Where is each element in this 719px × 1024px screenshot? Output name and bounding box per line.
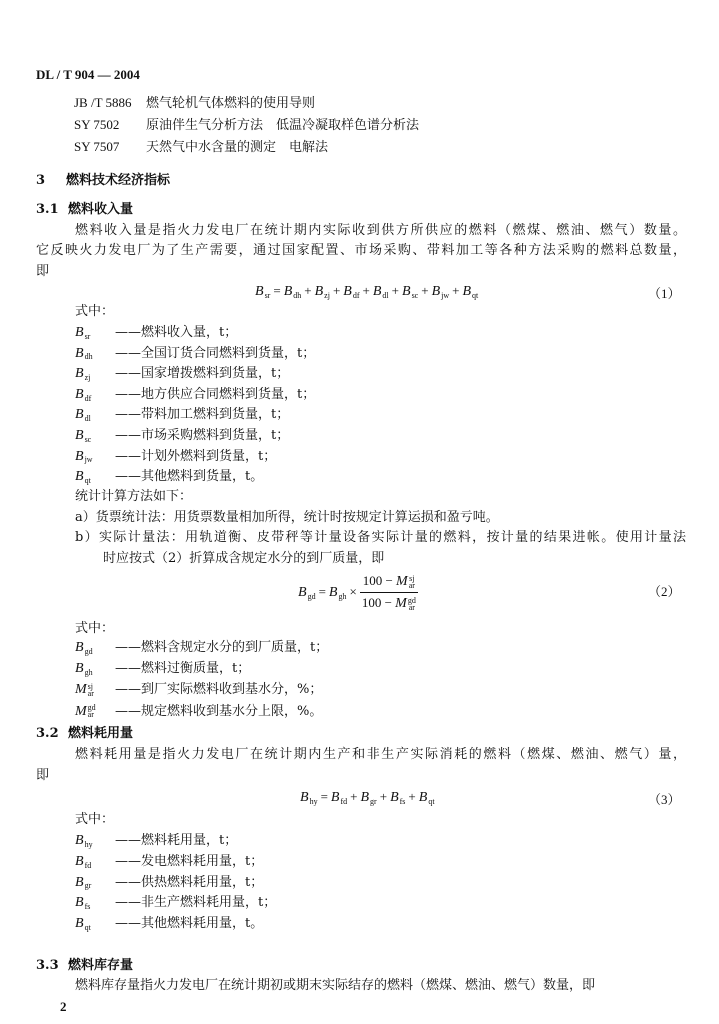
definition-item <box>75 449 276 465</box>
definition-item <box>75 346 315 362</box>
subscript: dh <box>84 352 93 362</box>
method-intro: 统计计算方法如下： <box>75 489 193 504</box>
formula-1 <box>255 283 478 300</box>
symbol-scripts <box>293 285 301 299</box>
math-symbol: B gd <box>298 585 316 601</box>
equals-sign: = <box>318 584 326 599</box>
math-symbol: B fs <box>75 895 91 912</box>
math-symbol: B zj <box>75 366 91 382</box>
symbol-scripts <box>85 875 92 889</box>
definition-item <box>75 640 328 656</box>
reference-title: 天然气中水含量的测定 电解法 <box>146 140 329 155</box>
equation-number: （3） <box>648 792 681 807</box>
definition-text: ——燃料耗用量，t； <box>115 833 238 848</box>
subscript: ar <box>87 689 94 699</box>
symbol-scripts <box>308 586 316 600</box>
equation-number: （2） <box>648 584 681 599</box>
section-number: 3 <box>36 173 46 188</box>
symbol-scripts <box>412 285 419 299</box>
subscript: gh <box>338 591 347 601</box>
subscript: gr <box>84 881 92 891</box>
definition-item <box>75 895 276 911</box>
subscript: dh <box>293 290 302 300</box>
math-symbol: B qt <box>75 916 91 932</box>
subscript: dl <box>84 414 91 424</box>
subscript: sr <box>84 331 91 341</box>
symbol-scripts <box>338 586 346 600</box>
symbol-scripts <box>400 791 406 805</box>
definition-text: ——全国订货合同燃料到货量，t； <box>115 345 316 361</box>
method-b-line: b）实际计量法：用轨道衡、皮带秤等计量设备实际计量的燃料，按计量的结果进帐。使用计量法 <box>75 530 686 545</box>
math-symbol: M gd ar <box>395 595 416 612</box>
subscript: ar <box>408 602 415 612</box>
superscript: gd <box>87 703 96 713</box>
section-3-2-heading <box>36 726 133 742</box>
symbol-scripts <box>265 285 271 299</box>
math-symbol: B jw <box>431 284 450 300</box>
definition-item <box>75 366 289 382</box>
subscript: qt <box>84 475 91 485</box>
definition-text: ——非生产燃料耗用量，t； <box>115 895 277 911</box>
subscript: fs <box>399 796 406 806</box>
symbol-scripts <box>88 704 96 718</box>
math-symbol: B dl <box>75 407 91 424</box>
definition-text: ——燃料收入量，t； <box>115 325 238 340</box>
symbol-scripts <box>85 641 93 655</box>
subscript: jw <box>84 455 93 465</box>
subscript: qt <box>472 290 479 300</box>
symbol-scripts <box>353 285 360 299</box>
symbol-scripts <box>85 388 92 402</box>
math-symbol: B qt <box>75 469 91 485</box>
symbol-scripts <box>408 597 416 611</box>
plus-sign: + <box>350 789 358 804</box>
definition-text: ——到厂实际燃料收到基水分，%； <box>115 682 323 698</box>
definition-text: ——供热燃料耗用量，t； <box>115 874 264 890</box>
definition-text: ——燃料过衡质量，t； <box>115 661 251 677</box>
math-symbol: B hy <box>75 833 93 849</box>
reference-item <box>74 139 328 156</box>
where-label: 式中： <box>75 812 115 827</box>
subscript: ar <box>87 710 94 720</box>
superscript: gd <box>407 595 416 605</box>
symbol-scripts <box>85 326 91 340</box>
times-sign: × <box>349 584 357 599</box>
subscript: df <box>352 290 360 300</box>
symbol-scripts <box>85 917 91 931</box>
symbol-scripts <box>85 855 92 869</box>
math-symbol: B gh <box>328 585 347 601</box>
math-symbol: B gr <box>360 790 377 806</box>
symbol-scripts <box>85 408 91 422</box>
subscript: fd <box>84 860 92 870</box>
reference-title: 燃气轮机气体燃料的使用导则 <box>146 96 316 111</box>
subscript: gd <box>84 646 93 656</box>
plus-sign: + <box>452 283 460 298</box>
constant: 100 − <box>361 595 396 610</box>
section-title: 燃料技术经济指标 <box>66 173 171 188</box>
symbol-scripts <box>441 285 449 299</box>
method-a: a）货票统计法：用货票数量相加所得，统计时按规定计算运损和盈亏吨。 <box>75 510 499 525</box>
paragraph-line: 燃料耗用量是指火力发电厂在统计期内生产和非生产实际消耗的燃料（燃煤、燃油、燃气）量， <box>75 747 686 762</box>
subscript: sr <box>264 290 271 300</box>
paragraph-line: 燃料库存量指火力发电厂在统计期初或期末实际结存的燃料（燃煤、燃油、燃气）数量，即 <box>75 978 596 993</box>
symbol-scripts <box>85 367 91 381</box>
definition-item <box>75 407 289 423</box>
symbol-scripts <box>324 285 330 299</box>
page-number: 2 <box>60 999 67 1014</box>
equals-sign: = <box>320 789 328 804</box>
definition-text: ——规定燃料收到基水分上限，%。 <box>115 703 323 719</box>
definition-text: ——计划外燃料到货量，t； <box>115 448 277 464</box>
math-symbol: B df <box>75 386 92 403</box>
reference-code: SY 7502 <box>74 117 120 132</box>
definition-item <box>75 387 315 403</box>
symbol-scripts <box>409 575 415 589</box>
subscript: jw <box>441 290 450 300</box>
section-title: 燃料收入量 <box>68 202 134 217</box>
definition-text: ——市场采购燃料到货量，t； <box>115 428 290 443</box>
definition-text: ——国家增拨燃料到货量，t； <box>115 366 290 382</box>
symbol-scripts <box>85 346 93 360</box>
definition-item <box>75 682 322 698</box>
definition-item <box>75 704 322 720</box>
reference-title: 原油伴生气分析方法 低温冷凝取样色谱分析法 <box>146 118 420 133</box>
math-symbol: B fd <box>330 790 348 806</box>
math-symbol: B fs <box>390 790 406 806</box>
document-code-header: DL / T 904 — 2004 <box>36 67 140 82</box>
section-number: 3.3 <box>36 958 59 973</box>
section-title: 燃料耗用量 <box>68 726 134 741</box>
definition-text: ——地方供应合同燃料到货量，t； <box>115 386 316 402</box>
subscript: qt <box>84 922 91 932</box>
subscript: gd <box>307 591 316 601</box>
formula-3 <box>300 789 435 806</box>
subscript: sc <box>411 290 419 300</box>
plus-sign: + <box>362 283 370 298</box>
paragraph-line: 即 <box>36 768 50 783</box>
definition-text: ——发电燃料耗用量，t； <box>115 853 264 869</box>
definition-item <box>75 428 289 444</box>
subscript: ar <box>408 580 415 590</box>
math-symbol: M sj ar <box>75 682 94 699</box>
math-symbol: B gh <box>75 661 93 677</box>
math-symbol: B zj <box>314 284 330 300</box>
reference-code: SY 7507 <box>74 139 120 154</box>
reference-code: JB /T 5886 <box>74 95 132 110</box>
definition-item <box>75 875 263 891</box>
section-3-1-heading <box>36 202 133 218</box>
subscript: gr <box>370 796 377 806</box>
equals-sign: = <box>273 283 281 298</box>
definition-item <box>75 325 237 341</box>
math-symbol: B sr <box>75 325 91 341</box>
section-3-heading <box>36 173 170 189</box>
definition-item <box>75 469 263 485</box>
symbol-scripts <box>428 791 434 805</box>
math-symbol: B qt <box>418 790 435 806</box>
math-symbol: B df <box>343 284 360 300</box>
math-symbol: B jw <box>75 448 93 465</box>
superscript: sj <box>409 573 415 583</box>
symbol-scripts <box>85 662 93 676</box>
math-symbol: M gd ar <box>75 703 96 720</box>
definition-text: ——带料加工燃料到货量，t； <box>115 407 290 423</box>
subscript: fd <box>340 796 348 806</box>
numerator <box>360 572 418 593</box>
method-b-line: 时应按式（2）折算成含规定水分的到厂质量，即 <box>103 551 385 566</box>
subscript: dl <box>382 290 389 300</box>
math-symbol: B sr <box>255 284 271 300</box>
definition-text: ——燃料含规定水分的到厂质量，t； <box>115 640 329 655</box>
symbol-scripts <box>370 791 377 805</box>
math-symbol: B sc <box>75 428 92 444</box>
math-symbol: B qt <box>462 284 479 300</box>
math-symbol: B gr <box>75 874 92 891</box>
where-label: 式中： <box>75 621 115 636</box>
math-symbol: B dl <box>372 284 389 300</box>
subscript: hy <box>309 796 318 806</box>
superscript: sj <box>87 682 94 692</box>
math-symbol: B dh <box>283 284 302 300</box>
symbol-scripts <box>472 285 478 299</box>
subscript: zj <box>324 290 330 300</box>
section-title: 燃料库存量 <box>68 958 134 973</box>
section-number: 3.1 <box>36 202 59 217</box>
reference-item <box>74 95 315 112</box>
definition-item <box>75 916 263 932</box>
symbol-scripts <box>88 683 94 697</box>
symbol-scripts <box>85 896 91 910</box>
math-symbol: B gd <box>75 640 93 656</box>
math-symbol: B hy <box>300 790 318 806</box>
plus-sign: + <box>408 789 416 804</box>
symbol-scripts <box>340 791 347 805</box>
plus-sign: + <box>391 283 399 298</box>
subscript: gh <box>84 667 93 677</box>
subscript: hy <box>84 839 93 849</box>
definition-item <box>75 661 250 677</box>
symbol-scripts <box>85 834 93 848</box>
plus-sign: + <box>379 789 388 804</box>
paragraph-line: 即 <box>36 264 50 279</box>
math-symbol: M sj ar <box>396 573 415 590</box>
symbol-scripts <box>85 470 91 484</box>
formula-2 <box>298 572 418 613</box>
plus-sign: + <box>421 283 429 298</box>
denominator <box>360 593 418 613</box>
where-label: 式中： <box>75 304 115 319</box>
definition-text: ——其他燃料到货量，t。 <box>115 469 264 485</box>
section-number: 3.2 <box>36 726 59 741</box>
subscript: df <box>84 393 92 403</box>
constant: 100 − <box>362 573 397 588</box>
plus-sign: + <box>304 283 312 298</box>
symbol-scripts <box>85 449 93 463</box>
section-3-3-heading <box>36 958 133 974</box>
math-symbol: B fd <box>75 853 92 870</box>
symbol-scripts <box>382 285 388 299</box>
subscript: fs <box>84 902 91 912</box>
plus-sign: + <box>332 283 341 298</box>
paragraph-line: 燃料收入量是指火力发电厂在统计期内实际收到供方所供应的燃料（燃煤、燃油、燃气）数量。 <box>75 223 686 238</box>
definition-item <box>75 833 237 849</box>
symbol-scripts <box>85 429 92 443</box>
reference-item <box>74 117 419 134</box>
math-symbol: B sc <box>402 284 419 300</box>
subscript: qt <box>428 796 435 806</box>
math-symbol: B dh <box>75 345 93 362</box>
fraction <box>360 572 418 613</box>
subscript: zj <box>84 372 91 382</box>
subscript: sc <box>84 434 92 444</box>
paragraph-line: 它反映火力发电厂为了生产需要，通过国家配置、市场采购、带料加工等各种方法采购的燃料总数量， <box>36 243 686 258</box>
equation-number: （1） <box>648 286 681 301</box>
definition-item <box>75 854 263 870</box>
symbol-scripts <box>310 791 318 805</box>
definition-text: ——其他燃料耗用量，t。 <box>115 916 264 932</box>
